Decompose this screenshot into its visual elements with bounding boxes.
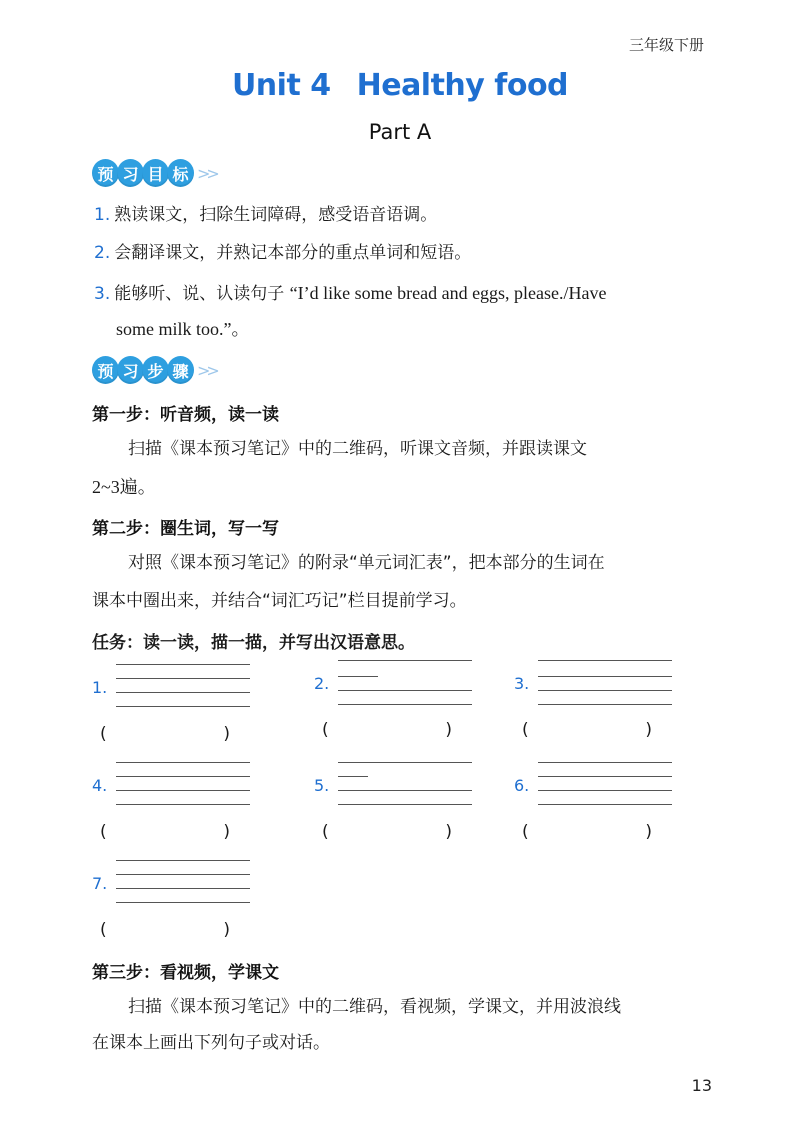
goal-item-3 — [94, 280, 607, 307]
step2-line1: 对照《课本预习笔记》的附录“单元词汇表”，把本部分的生词在 — [128, 553, 605, 573]
paren-close: ) — [223, 724, 230, 744]
part-title: Part A — [368, 120, 432, 144]
writing-lines[interactable] — [116, 762, 250, 806]
tag-char: 步 — [142, 356, 169, 384]
step1-heading: 第一步：听音频，读一读 — [92, 405, 279, 425]
step2-paragraph — [92, 550, 712, 614]
item-number: 4. — [92, 776, 108, 795]
paren-open: ( — [100, 920, 107, 940]
step1-line2: 2~3遍。 — [92, 477, 156, 497]
writing-lines[interactable] — [538, 660, 672, 704]
meaning-blank[interactable] — [322, 822, 452, 842]
goal-text-cn: 能够听、说、认读句子 — [114, 284, 285, 304]
paren-close: ) — [645, 720, 652, 740]
goal-text: 熟读课文，扫除生词障碍，感受语音语调。 — [114, 205, 438, 225]
step1-line1: 扫描《课本预习笔记》中的二维码，听课文音频，并跟读课文 — [128, 439, 587, 459]
page-number: 13 — [691, 1076, 712, 1095]
word-item-6 — [514, 762, 694, 852]
section-tag-steps — [92, 355, 216, 385]
unit-title — [0, 68, 800, 103]
writing-lines[interactable] — [538, 762, 672, 806]
word-item-5 — [314, 762, 494, 852]
goal-item-1 — [94, 202, 437, 228]
tag-char: 目 — [142, 159, 169, 187]
double-chevron-icon: >> — [197, 163, 216, 183]
paren-open: ( — [322, 822, 329, 842]
meaning-blank[interactable] — [522, 720, 652, 740]
double-chevron-icon: >> — [197, 360, 216, 380]
goal-number: 3. — [94, 284, 111, 304]
tag-char: 骤 — [167, 356, 194, 384]
paren-open: ( — [522, 720, 529, 740]
step2-heading: 第二步：圈生词，写一写 — [92, 519, 279, 539]
paren-open: ( — [100, 724, 107, 744]
tag-char: 预 — [92, 159, 119, 187]
goal-text: 会翻译课文，并熟记本部分的重点单词和短语。 — [114, 243, 472, 263]
meaning-blank[interactable] — [100, 724, 230, 744]
item-number: 3. — [514, 674, 530, 693]
goal-item-2 — [94, 240, 471, 266]
goal-item-3-continued: some milk too.”。 — [116, 319, 250, 339]
meaning-blank[interactable] — [522, 822, 652, 842]
unit-name: Healthy food — [356, 68, 569, 103]
word-item-4 — [92, 762, 272, 852]
word-item-2 — [314, 660, 494, 750]
writing-lines[interactable] — [116, 860, 250, 904]
goal-number: 1. — [94, 205, 111, 225]
item-number: 2. — [314, 674, 330, 693]
step1-paragraph — [92, 436, 712, 500]
tag-char: 预 — [92, 356, 119, 384]
paren-close: ) — [445, 822, 452, 842]
step2-line2: 课本中圈出来，并结合“词汇巧记”栏目提前学习。 — [92, 591, 467, 611]
paren-open: ( — [100, 822, 107, 842]
tag-char: 标 — [167, 159, 194, 187]
item-number: 1. — [92, 678, 108, 697]
word-item-7 — [92, 860, 272, 950]
writing-lines[interactable] — [338, 762, 472, 806]
tag-char: 习 — [117, 356, 144, 384]
step3-line2: 在课本上画出下列句子或对话。 — [92, 1033, 330, 1053]
paren-close: ) — [645, 822, 652, 842]
paren-close: ) — [223, 822, 230, 842]
paren-open: ( — [522, 822, 529, 842]
unit-number: Unit 4 — [231, 68, 331, 103]
item-number: 7. — [92, 874, 108, 893]
meaning-blank[interactable] — [100, 920, 230, 940]
tag-char: 习 — [117, 159, 144, 187]
grade-label: 三年级下册 — [628, 36, 704, 54]
word-item-3 — [514, 660, 694, 750]
step3-heading: 第三步：看视频，学课文 — [92, 963, 279, 983]
goal-text-en: “I’d like some bread and eggs, please./Have — [289, 283, 607, 303]
item-number: 5. — [314, 776, 330, 795]
step3-paragraph — [92, 994, 712, 1056]
task-instruction: 任务：读一读，描一描，并写出汉语意思。 — [92, 633, 415, 653]
paren-open: ( — [322, 720, 329, 740]
goal-number: 2. — [94, 243, 111, 263]
writing-lines[interactable] — [338, 660, 472, 704]
meaning-blank[interactable] — [100, 822, 230, 842]
writing-lines[interactable] — [116, 664, 250, 708]
step3-line1: 扫描《课本预习笔记》中的二维码，看视频，学课文，并用波浪线 — [128, 997, 621, 1017]
meaning-blank[interactable] — [322, 720, 452, 740]
section-tag-goals — [92, 158, 216, 188]
word-item-1 — [92, 664, 272, 754]
item-number: 6. — [514, 776, 530, 795]
paren-close: ) — [445, 720, 452, 740]
paren-close: ) — [223, 920, 230, 940]
